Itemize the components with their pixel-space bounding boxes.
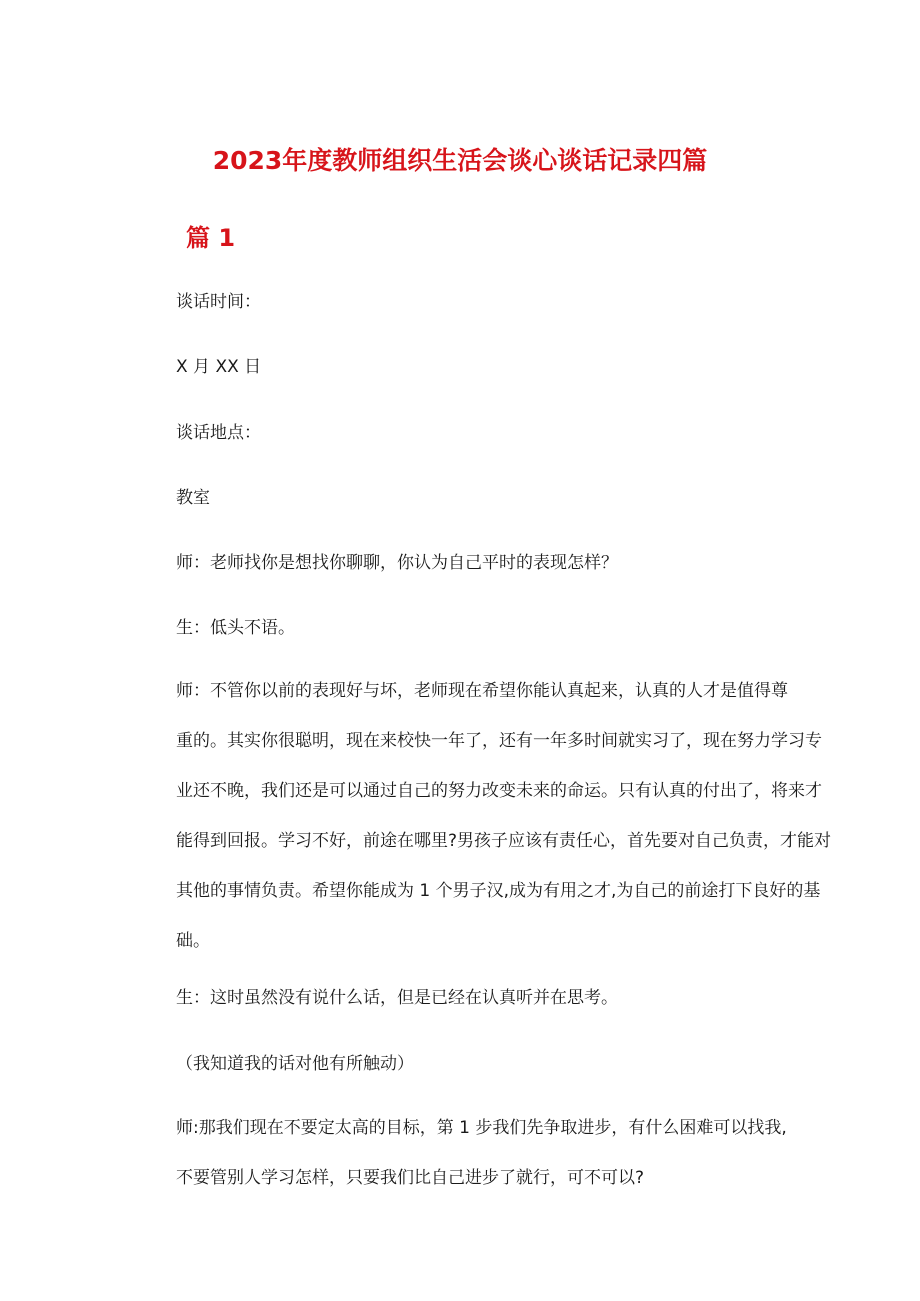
paragraph-row: 能得到回报。学习不好，前途在哪里?男孩子应该有责任心，首先要对自己负责，才能对 (176, 831, 832, 851)
paragraph-row: 师：不管你以前的表现好与坏，老师现在希望你能认真起来，认真的人才是值得尊 (176, 681, 788, 701)
dialogue-teacher-line-1: 师：老师找你是想找你聊聊，你认为自己平时的表现怎样？ (176, 553, 618, 573)
paragraph-row: 师:那我们现在不要定太高的目标，第 1 步我们先争取进步，有什么困难可以找我, (176, 1118, 787, 1138)
dialogue-teacher-paragraph-3 (176, 666, 832, 966)
talk-place-value: 教室 (176, 488, 210, 508)
dialogue-student-line-2: 生：低头不语。 (176, 618, 295, 638)
paragraph-row: 其他的事情负责。希望你能成为 1 个男子汉,成为有用之才,为自己的前途打下良好的基 (176, 881, 821, 901)
paragraph-row: 础。 (176, 931, 210, 951)
document-title: 2023年度教师组织生活会谈心谈话记录四篇 (212, 146, 708, 175)
dialogue-note-line-5: （我知道我的话对他有所触动） (176, 1054, 414, 1074)
talk-time-label: 谈话时间： (176, 292, 261, 312)
dialogue-teacher-paragraph-6 (176, 1103, 786, 1203)
section-heading: 篇 1 (186, 224, 236, 252)
paragraph-row: 不要管别人学习怎样，只要我们比自己进步了就行，可不可以? (176, 1168, 645, 1188)
talk-time-value: X 月 XX 日 (176, 357, 262, 377)
dialogue-student-line-4: 生：这时虽然没有说什么话，但是已经在认真听并在思考。 (176, 988, 618, 1008)
talk-place-label: 谈话地点： (176, 423, 261, 443)
paragraph-row: 重的。其实你很聪明，现在来校快一年了，还有一年多时间就实习了，现在努力学习专 (176, 731, 822, 751)
paragraph-row: 业还不晚，我们还是可以通过自己的努力改变未来的命运。只有认真的付出了，将来才 (176, 781, 822, 801)
